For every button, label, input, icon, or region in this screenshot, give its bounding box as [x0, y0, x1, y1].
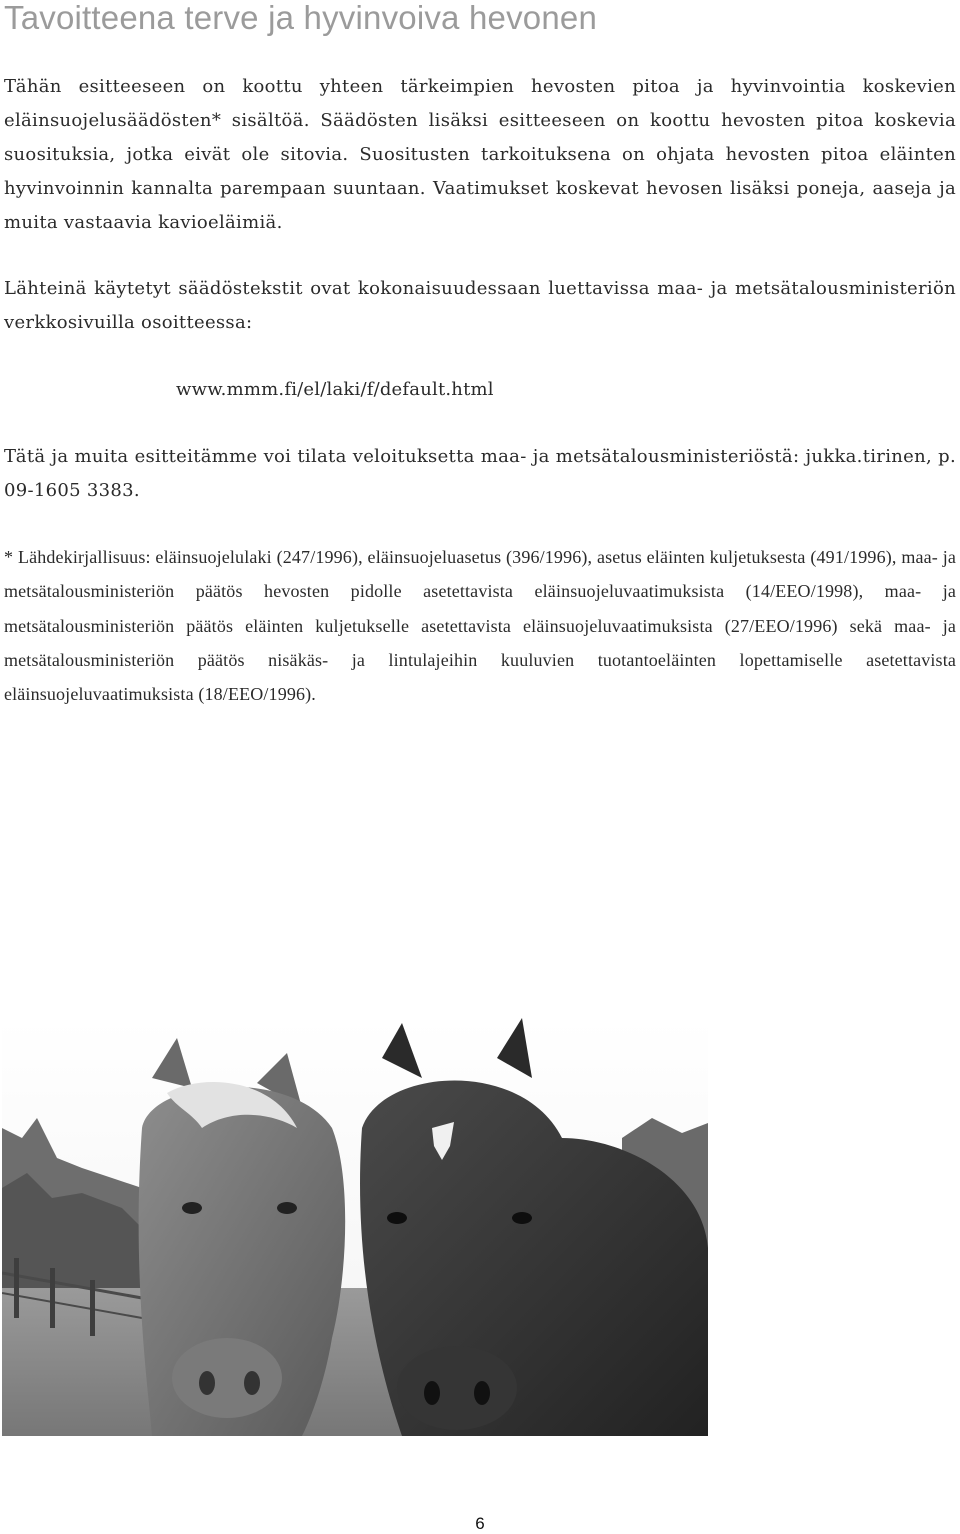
horses-photo	[2, 1018, 708, 1436]
order-paragraph: Tätä ja muita esitteitämme voi tilata veloituksetta maa- ja metsätalousministeriöstä: jukka.tirinen, p. 09-1605 3383.	[4, 446, 956, 501]
sources-paragraph: Lähteinä käytetyt säädöstekstit ovat kokonaisuudessaan luettavissa maa- ja metsätalousministeriön verkkosivuilla osoitteessa:	[4, 278, 956, 333]
footnote-references: * Lähdekirjallisuus: eläinsuojelulaki (247/1996), eläinsuojeluasetus (396/1996), asetus eläinten kuljetuksesta (491/1996), maa- ja metsätalousministeriön päätös hevosten pidolle asetettavista eläinsuojeluvaatimuksista (14/EEO/1998), maa- ja metsätalousministeriön päätös eläinten kuljetukselle asetettavista eläinsuojeluvaatimuksista (27/EEO/1996) sekä maa- ja metsätalousministeriön päätös nisäkäs- ja lintulajeihin kuuluvien tuotantoeläinten lopettamiselle asetettavista eläinsuojeluvaatimuksista (18/EEO/1996).	[4, 547, 956, 705]
page-title: Tavoitteena terve ja hyvinvoiva hevonen	[4, 0, 598, 36]
page-number: 6	[475, 1514, 485, 1533]
source-url-link[interactable]: www.mmm.fi/el/laki/f/default.html	[176, 379, 494, 400]
intro-paragraph: Tähän esitteeseen on koottu yhteen tärkeimpien hevosten pitoa ja hyvinvointia koskevien eläinsuojelusäädösten* sisältöä. Säädösten lisäksi esitteeseen on koottu hevosten pitoa koskevia suosituksia, jotka eivät ole sitovia. Suositusten tarkoituksena on ohjata hevosten pitoa eläinten hyvinvoinnin kannalta parempaan suuntaan. Vaatimukset koskevat hevosen lisäksi poneja, aaseja ja muita vastaavia kavioeläimiä.	[4, 76, 956, 233]
